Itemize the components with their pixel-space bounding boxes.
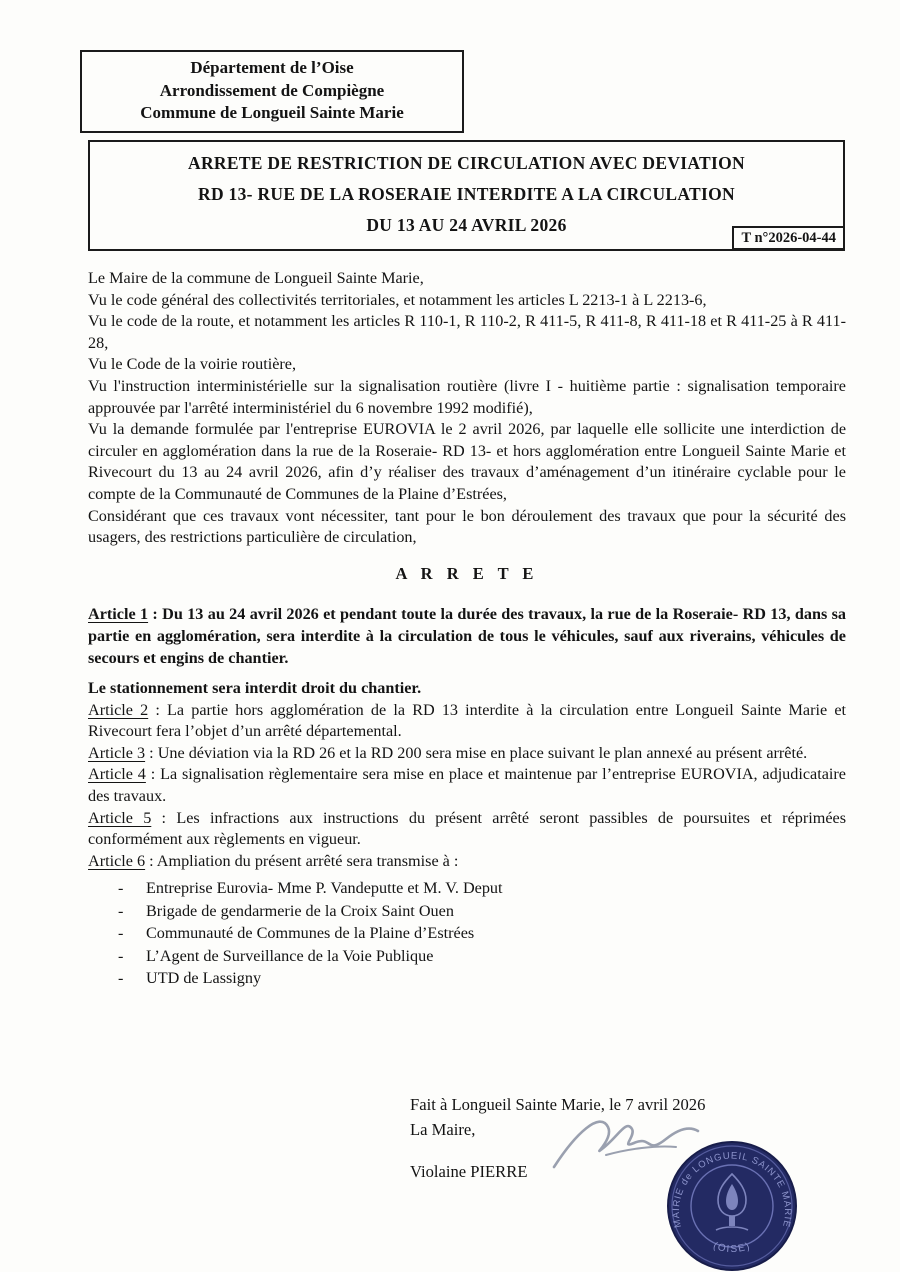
article-2-label: Article 2 <box>88 700 149 719</box>
recipient-entreprise: Entreprise Eurovia- Mme P. Vandeputte et M. V. Deput <box>146 879 503 898</box>
stamp-text-top: MAIRIE de LONGUEIL SAINTE MARIE <box>670 1150 794 1229</box>
preamble-considerant: Considérant que ces travaux vont nécessiter, tant pour le bon déroulement des travaux que pour la sécurité des usagers, des restrictions particulière de circulation, <box>88 506 846 547</box>
article-5 <box>88 808 846 851</box>
list-item <box>118 900 846 922</box>
article-2 <box>88 700 846 743</box>
stamp-text-bottom: (OISE) <box>711 1240 753 1256</box>
list-item <box>118 877 846 899</box>
article-2-separator: : <box>148 700 168 719</box>
list-dash: - <box>118 969 124 988</box>
preamble-vu-instruction: Vu l'instruction interministérielle sur la signalisation routière (livre I - huitième partie : signalisation temporaire approuvée par l'arrêté interministériel du 6 novembre 1992 modifié), <box>88 376 846 417</box>
signature-name: Violaine PIERRE <box>410 1162 528 1181</box>
article-6 <box>88 851 846 873</box>
article-6-separator: : <box>145 851 157 870</box>
decree-title-line-3: DU 13 AU 24 AVRIL 2026 <box>366 215 567 235</box>
recipient-utd: UTD de Lassigny <box>146 969 262 988</box>
article-1-separator: : <box>148 605 163 624</box>
recipient-gendarmerie: Brigade de gendarmerie de la Croix Saint Ouen <box>146 901 454 920</box>
reference-number-box: T n°2026-04-44 <box>732 226 845 250</box>
article-1 <box>88 604 846 669</box>
preamble-vu-cgct: Vu le code général des collectivités territoriales, et notamment les articles L 2213-1 à L 2213-6, <box>88 290 707 309</box>
decree-title-line-2: RD 13- RUE DE LA ROSERAIE INTERDITE A LA CIRCULATION <box>198 184 735 204</box>
list-item <box>118 967 846 989</box>
decree-title-line-1: ARRETE DE RESTRICTION DE CIRCULATION AVEC DEVIATION <box>188 153 745 173</box>
commune-header-box <box>80 50 464 133</box>
list-dash: - <box>118 924 124 943</box>
list-item <box>118 945 846 967</box>
article-6-text: Ampliation du présent arrêté sera transmise à : <box>156 851 459 870</box>
article-3-label: Article 3 <box>88 743 146 762</box>
article-4 <box>88 764 846 807</box>
recipient-asvp: L’Agent de Surveillance de la Voie Publique <box>146 946 434 965</box>
preamble-vu-code-route: Vu le code de la route, et notamment les articles R 110-1, R 110-2, R 411-5, R 411-8, R 411-18 et R 411-25 à R 411-28, <box>88 312 846 352</box>
list-dash: - <box>118 879 124 898</box>
article-4-label: Article 4 <box>88 765 146 784</box>
article-5-text: Les infractions aux instructions du présent arrêté seront passibles de poursuites et réprimées conformément aux règlements en vigueur. <box>88 808 846 849</box>
document-body <box>88 268 846 989</box>
recipients-list <box>118 877 846 989</box>
arrete-heading: A R R E T E <box>395 563 539 583</box>
signature-place-date: Fait à Longueil Sainte Marie, le 7 avril 2026 <box>410 1095 706 1114</box>
header-line-departement: Département de l’Oise <box>190 58 354 77</box>
decree-title-box <box>88 140 845 251</box>
article-1-label: Article 1 <box>88 605 149 624</box>
article-2-text: La partie hors agglomération de la RD 13 interdite à la circulation entre Longueil Sainte Marie et Rivecourt fera l’objet d’un arrêté départemental. <box>88 700 847 741</box>
list-item <box>118 922 846 944</box>
article-4-separator: : <box>145 765 161 784</box>
article-5-label: Article 5 <box>88 808 152 827</box>
preamble-vu-voirie: Vu le Code de la voirie routière, <box>88 355 297 374</box>
article-3 <box>88 743 846 765</box>
recipient-communaute: Communauté de Communes de la Plaine d’Estrées <box>146 924 475 943</box>
header-line-arrondissement: Arrondissement de Compiègne <box>159 80 385 100</box>
list-dash: - <box>118 901 124 920</box>
list-dash: - <box>118 946 124 965</box>
article-3-separator: : <box>145 743 158 762</box>
preamble-vu-demande: Vu la demande formulée par l'entreprise EUROVIA le 2 avril 2026, par laquelle elle sollicite une interdiction de circuler en agglomération dans la rue de la Roseraie- RD 13- et hors agglomération entre Longueil Sainte Marie et Rivecourt du 13 au 24 avril 2026, afin d’y réaliser des travaux d’aménagement d’un itinéraire cyclable pour le compte de la Communauté de Communes de la Plaine d’Estrées, <box>88 420 846 503</box>
article-4-text: La signalisation règlementaire sera mise en place et maintenue par l’entreprise EUROVIA, adjudicataire des travaux. <box>88 765 846 806</box>
header-line-commune: Commune de Longueil Sainte Marie <box>140 103 404 122</box>
signature-title: La Maire, <box>410 1120 476 1139</box>
preamble-maire: Le Maire de la commune de Longueil Sainte Marie, <box>88 269 424 287</box>
article-3-text: Une déviation via la RD 26 et la RD 200 sera mise en place suivant le plan annexé au présent arrêté. <box>157 743 808 762</box>
article-6-label: Article 6 <box>88 851 146 870</box>
article-1-text: Du 13 au 24 avril 2026 et pendant toute la durée des travaux, la rue de la Roseraie- RD 13, dans sa partie en agglomération, sera interdite à la circulation de tous le véhicules, sauf aux riverains, véhicules de secours et engins de chantier. <box>88 605 846 667</box>
parking-restriction-line: Le stationnement sera interdit droit du chantier. <box>88 679 422 698</box>
article-5-separator: : <box>151 808 177 827</box>
official-stamp <box>666 1140 798 1272</box>
